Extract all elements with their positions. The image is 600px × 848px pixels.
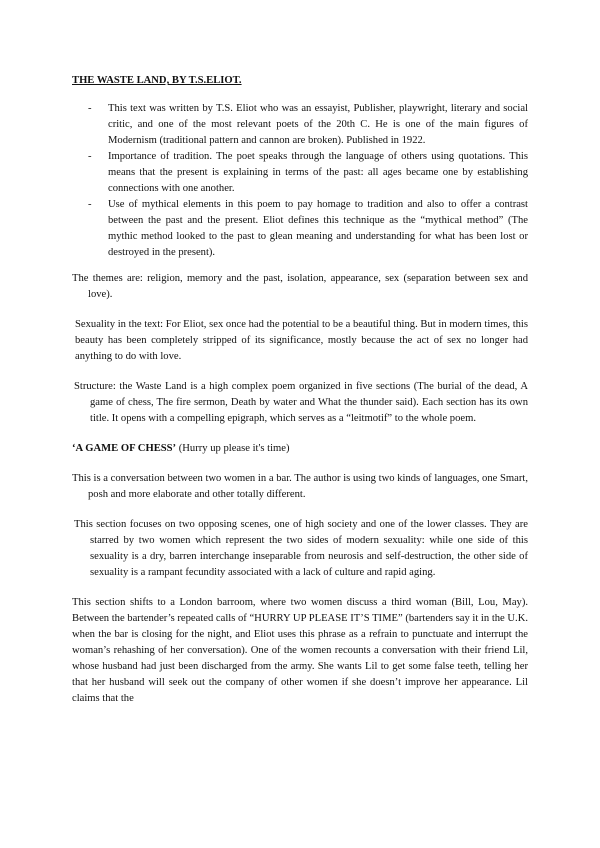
section-subtitle: (Hurry up please it's time) — [176, 443, 290, 454]
bullet-text: Importance of tradition. The poet speaks through the language of others using quotations. This means that the present is explaining in terms of the past: all ages became one by establishing connections with one another. — [108, 151, 528, 194]
bullet-dash: - — [88, 151, 92, 162]
themes-paragraph: The themes are: religion, memory and the past, isolation, appearance, sex (separation between sex and love). — [72, 273, 528, 300]
bullet-item — [72, 149, 528, 197]
barroom-paragraph: This section shifts to a London barroom, where two women discuss a third woman (Bill, Lou, May). Between the bartender’s repeated calls of “HURRY UP PLEASE IT’S TIME” (bartenders say it in the U.K. when the bar is closing for the night, and Eliot uses this phrase as a refrain to punctuate and interrupt the woman’s rehashing of her conversation). One of the women recounts a conversation with their friend Lil, whose husband had just been discharged from the army. She wants Lil to get some false teeth, telling her that her husband will seek out the company of other women if she doesn’t improve her appearance. Lil claims that the — [72, 597, 529, 704]
focus-paragraph: This section focuses on two opposing scenes, one of high society and one of the lower classes. They are starred by two women which represent the two sides of modern sexuality: while one side of this sexuality is a dry, barren interchange inseparable from neurosis and self-destruction, the other side of sexuality is a rampant fecundity associated with a lack of culture and rapid aging. — [74, 519, 528, 578]
document-body — [72, 73, 528, 707]
bullet-text: This text was written by T.S. Eliot who was an essayist, Publisher, playwright, literary and social critic, and one of the most relevant poets of the 20th C. He is one of the main figures of Modernism (traditional pattern and cannon are broken). Published in 1922. — [108, 103, 528, 146]
document-title: THE WASTE LAND, BY T.S.ELIOT. — [72, 75, 242, 86]
bullet-item — [72, 197, 528, 261]
structure-paragraph: Structure: the Waste Land is a high complex poem organized in five sections (The burial of the dead, A game of chess, The fire sermon, Death by water and What the thunder said). Each section has its own title. It opens with a compelling epigraph, which serves as a “leitmotif” to the whole poem. — [74, 381, 528, 424]
sexuality-paragraph: Sexuality in the text: For Eliot, sex once had the potential to be a beautiful thing. But in modern times, this beauty has been completely stripped of its significance, mostly because the act of sex no longer had anything to do with love. — [75, 319, 528, 362]
intro-bullet-list — [72, 101, 528, 261]
bullet-dash: - — [88, 103, 92, 114]
conversation-paragraph: This is a conversation between two women in a bar. The author is using two kinds of languages, one Smart, posh and more elaborate and other totally different. — [72, 473, 528, 500]
bullet-dash: - — [88, 199, 92, 210]
section-heading: ‘A GAME OF CHESS’ — [72, 443, 177, 454]
bullet-item — [72, 101, 528, 149]
bullet-text: Use of mythical elements in this poem to pay homage to tradition and also to offer a contrast between the past and the present. Eliot defines this technique as the “mythical method” (The mythic method looked to the past to glean meaning and understanding for what has been lost or destroyed in the present). — [108, 199, 528, 258]
section-heading-line — [72, 441, 528, 457]
